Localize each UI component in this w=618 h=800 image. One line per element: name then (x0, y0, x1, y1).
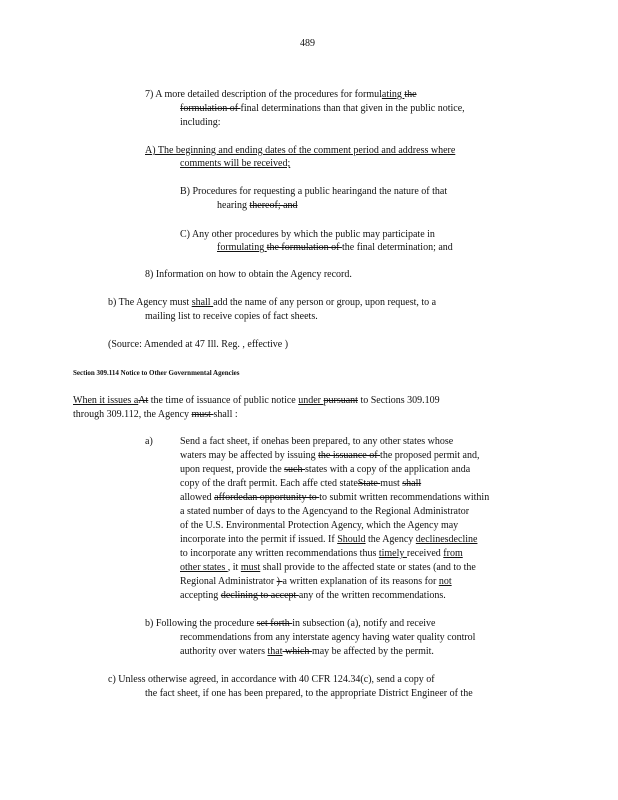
item-a2-line-3: upon request, provide the such states with a copy of the application anda (180, 464, 471, 475)
page-number: 489 (300, 38, 315, 49)
item-c-line-1: C) Any other procedures by which the public may participate in (180, 229, 435, 240)
para-b-line-2: mailing list to receive copies of fact sheets. (145, 311, 318, 322)
item-a2-line-12: accepting declining to accept any of the written recommendations. (180, 590, 446, 601)
item-7-line-2: formulation of final determinations than that given in the public notice, (180, 103, 465, 114)
item-a2-line-4: copy of the draft permit. Each affe cted stateState must shall (180, 478, 422, 489)
item-b-line-2: hearing thereof; and (217, 200, 298, 211)
item-b2-line-3: authority over waters that which may be affected by the permit. (180, 646, 434, 657)
item-8-line: 8) Information on how to obtain the Agency record. (145, 269, 352, 280)
item-b2-line-2: recommendations from any interstate agency having water quality control (180, 632, 476, 643)
item-a2-line-10: other states , it must shall provide to the affected state or states (and to the (180, 562, 476, 573)
item-c2-line-2: the fact sheet, if one has been prepared, to the appropriate District Engineer of the (145, 688, 473, 699)
item-a2-line-8: incorporate into the permit if issued. If Should the Agency declinesdecline (180, 534, 478, 545)
intro-line-2: through 309.112, the Agency must shall : (73, 409, 238, 420)
item-a2-line-9: to incorporate any written recommendations thus timely received from (180, 548, 463, 559)
item-a2-line-1: Send a fact sheet, if onehas been prepared, to any other states whose (180, 436, 454, 447)
item-a2-label: a) (145, 436, 153, 447)
item-a2-line-2: waters may be affected by issuing the issuance of the proposed permit and, (180, 450, 480, 461)
item-7-line-3: including: (180, 117, 221, 128)
item-a2-line-11: Regional Administrator ) a written explanation of its reasons for not (180, 576, 452, 587)
para-b-line-1: b) The Agency must shall add the name of any person or group, upon request, to a (108, 297, 437, 308)
item-c2-line-1: c) Unless otherwise agreed, in accordance with 40 CFR 124.34(c), send a copy of (108, 674, 435, 685)
item-a2-line-7: of the U.S. Environmental Protection Agency, which the Agency may (180, 520, 459, 531)
intro-line-1: When it issues aAt the time of issuance of public notice under pursuant to Sections 309.109 (73, 395, 440, 406)
item-a-line-1: A) The beginning and ending dates of the comment period and address where (145, 145, 456, 156)
section-heading: Section 309.114 Notice to Other Governmental Agencies (73, 369, 240, 377)
item-7-line-1: 7) A more detailed description of the procedures for formulating the (145, 89, 417, 100)
item-b-line-1: B) Procedures for requesting a public hearingand the nature of that (180, 186, 448, 197)
source-line: (Source: Amended at 47 Ill. Reg. , effective ) (108, 339, 289, 350)
item-a-line-2: comments will be received; (180, 158, 291, 169)
item-c-line-2: formulating the formulation of the final determination; and (217, 242, 453, 253)
item-b2-line-1: b) Following the procedure set forth in subsection (a), notify and receive (145, 618, 436, 629)
item-a2-line-6: a stated number of days to the Agencyand to the Regional Administrator (180, 506, 470, 517)
item-a2-line-5: allowed affordedan opportunity to to submit written recommendations within (180, 492, 490, 503)
